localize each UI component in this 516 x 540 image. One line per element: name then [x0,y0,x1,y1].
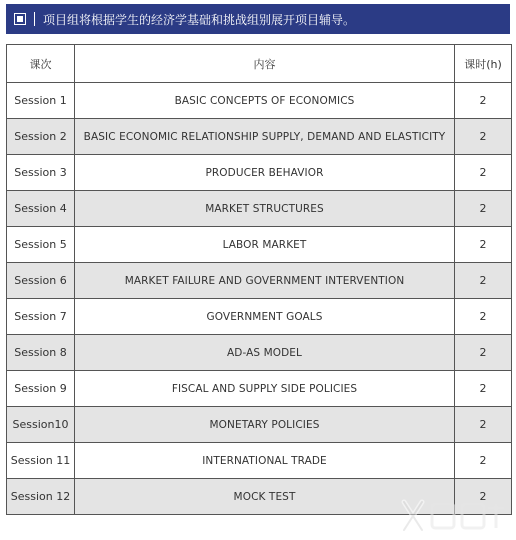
session-cell: Session 7 [7,299,75,335]
content-cell: AD-AS MODEL [75,335,455,371]
content-cell: LABOR MARKET [75,227,455,263]
hours-cell: 2 [455,263,512,299]
content-cell: BASIC CONCEPTS OF ECONOMICS [75,83,455,119]
session-cell: Session 12 [7,479,75,515]
session-cell: Session 8 [7,335,75,371]
content-cell: GOVERNMENT GOALS [75,299,455,335]
header-session: 课次 [7,45,75,83]
header-banner [6,4,510,34]
content-cell: BASIC ECONOMIC RELATIONSHIP SUPPLY, DEMAND AND ELASTICITY [75,119,455,155]
hours-cell: 2 [455,299,512,335]
checkbox-icon [14,13,26,25]
content-cell: MARKET STRUCTURES [75,191,455,227]
table-row [7,371,512,407]
content-cell: INTERNATIONAL TRADE [75,443,455,479]
banner-title: 项目组将根据学生的经济学基础和挑战组别展开项目辅导。 [43,12,356,27]
hours-cell: 2 [455,479,512,515]
table-row [7,263,512,299]
table-row [7,83,512,119]
hours-cell: 2 [455,191,512,227]
course-schedule-table [6,44,512,515]
table-row [7,155,512,191]
session-cell: Session 11 [7,443,75,479]
hours-cell: 2 [455,155,512,191]
hours-cell: 2 [455,371,512,407]
table-row [7,479,512,515]
table-row [7,335,512,371]
table-row [7,443,512,479]
session-cell: Session 5 [7,227,75,263]
table-row [7,299,512,335]
hours-cell: 2 [455,83,512,119]
session-cell: Session 1 [7,83,75,119]
table-row [7,227,512,263]
session-cell: Session 2 [7,119,75,155]
content-cell: FISCAL AND SUPPLY SIDE POLICIES [75,371,455,407]
content-cell: MOCK TEST [75,479,455,515]
hours-cell: 2 [455,443,512,479]
table-row [7,407,512,443]
hours-cell: 2 [455,407,512,443]
hours-cell: 2 [455,335,512,371]
header-content: 内容 [75,45,455,83]
banner-divider [34,12,35,26]
content-cell: PRODUCER BEHAVIOR [75,155,455,191]
hours-cell: 2 [455,119,512,155]
table-row [7,119,512,155]
session-cell: Session10 [7,407,75,443]
content-cell: MONETARY POLICIES [75,407,455,443]
hours-cell: 2 [455,227,512,263]
session-cell: Session 6 [7,263,75,299]
session-cell: Session 4 [7,191,75,227]
table-header-row [7,45,512,83]
header-hours: 课时(h) [455,45,512,83]
session-cell: Session 9 [7,371,75,407]
content-cell: MARKET FAILURE AND GOVERNMENT INTERVENTION [75,263,455,299]
table-row [7,191,512,227]
session-cell: Session 3 [7,155,75,191]
